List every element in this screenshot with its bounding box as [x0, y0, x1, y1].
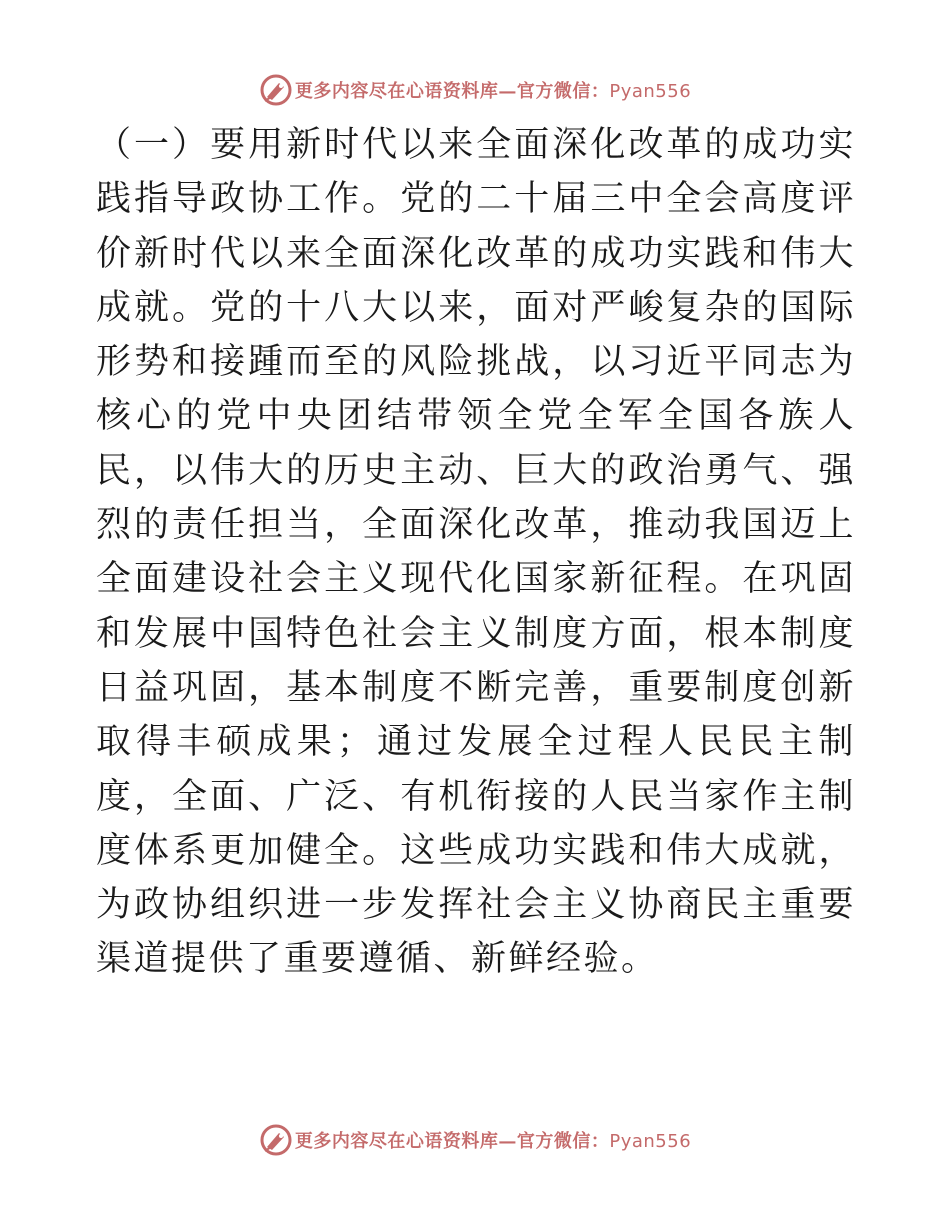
document-body [96, 118, 856, 987]
watermark-text: 更多内容尽在心语资料库—官方微信：Pyan556 [294, 81, 692, 102]
footer-watermark [0, 1122, 950, 1158]
watermark-text: 更多内容尽在心语资料库—官方微信：Pyan556 [294, 1131, 692, 1152]
pen-nib-logo-icon [259, 73, 293, 107]
pen-nib-logo-icon [259, 1123, 293, 1157]
watermark-account: Pyan556 [609, 1131, 692, 1152]
body-paragraph: （一）要用新时代以来全面深化改革的成功实践指导政协工作。党的二十届三中全会高度评价新时代以来全面深化改革的成功实践和伟大成就。党的十八大以来，面对严峻复杂的国际形势和接踵而至的风险挑战，以习近平同志为核心的党中央团结带领全党全军全国各族人民，以伟大的历史主动、巨大的政治勇气、强烈的责任担当，全面深化改革，推动我国迈上全面建设社会主义现代化国家新征程。在巩固和发展中国特色社会主义制度方面，根本制度日益巩固，基本制度不断完善，重要制度创新取得丰硕成果；通过发展全过程人民民主制度，全面、广泛、有机衔接的人民当家作主制度体系更加健全。这些成功实践和伟大成就，为政协组织进一步发挥社会主义协商民主重要渠道提供了重要遵循、新鲜经验。 [96, 125, 856, 980]
watermark-account: Pyan556 [609, 81, 692, 102]
header-watermark [0, 72, 950, 108]
